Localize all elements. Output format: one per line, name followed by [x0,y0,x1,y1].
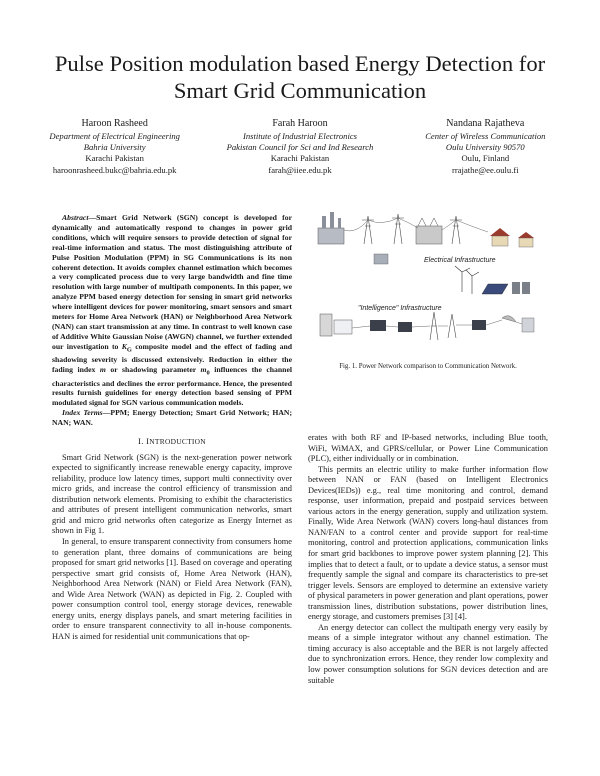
symbol-m0: m [200,365,207,375]
author-name: Farah Haroon [272,118,328,129]
wind-turbine-icon [455,266,479,294]
author-email: farah@iiee.edu.pk [268,164,332,175]
paragraph-3: This permits an electric utility to make further information flow between NAN or FAN (based on Intelligent Electronics Devices(IEDs)) e.g., real time monitoring and control, demand response, user information, prepaid and postpaid services between various actors in the energy generation, supply and utilization system. Finally, Wide Area Network (WAN) covers long-haul distances from NAN/FAN to a control center and provide support for real-time monitoring, control and protection applications, communication links for smart grid backbones to improve power system planning [2]. This implies that to detect a fault, or to update a device status, a sensor must frequently sample the signal and compare its characteristics to pre-set trigger levels. Sensors are employed to determine an extensive variety of physical parameters in power generation and plant operations, power transmission lines, distribution substations, power distribution lines, energy storage, and customers premises [3] [4]. [308,464,549,622]
substation-icon [416,218,442,244]
author-1 [22,117,207,176]
paragraph-4: An energy detector can collect the multipath energy very easily by means of a simple integrator without any channel estimation. The timing accuracy is also acceptable and the BER is not largely affected due to synchronization errors. Hence, they render low complexity and low power consumption solutions for SGN devices detection and are suitable [308,622,548,685]
author-affiliation-2: Pakistan Council for Sci and Ind Research [226,142,374,153]
section-heading: I. INTRODUCTION [138,436,206,447]
author-affiliation: Center of Wireless Communication [425,131,546,141]
paper-title: Pulse Position modulation based Energy Detection for Smart Grid Communication [54,51,546,103]
index-terms [52,408,292,428]
house-icon [490,228,534,247]
battery-icon [512,282,530,294]
solar-panel-icon [482,284,508,294]
left-column [52,213,292,642]
author-affiliation-2: Bahria University [83,142,146,153]
abstract-label: Abstract [62,213,89,222]
author-email: rrajathe@ee.oulu.fi [452,164,519,175]
author-location: Karachi Pakistan [270,153,330,164]
index-terms-text: —PPM; Energy Detection; Smart Grid Network; HAN; NAN; WAN. [52,408,293,428]
intro-paragraph-2: In general, to ensure transparent connectivity from consumers home to generation plant, three domains of communications are being proposed for smart grid networks [1]. Based on coverage and operating perspective smart grid consists of, Home Area Network (HAN), Neighborhood Area Network (NAN) or Field Area Network (FAN), and Wide Area Network (WAN) as depicted in Fig. 2. Coupled with power consumption control tool, energy storage devices, renewable energy units, energy displays panels, and smart metering facilities in order to ensure transparent connectivity to all in-house components. HAN is aimed for residential unit communications that op- [52,537,292,641]
symbol-k-sub: G [126,346,132,354]
abstract-text-4: influences the channel characteristics and declines the error performance. Hence, the presented results furnish guidelines for energy detection based sensing of PPM modulated signal for SGN various communication models. [52,365,292,408]
author-2 [207,117,392,176]
intelligence-infrastructure-label: "Intelligence" Infrastructure [358,305,442,312]
author-name: Haroon Rasheed [81,118,148,129]
abstract [52,213,292,408]
symbol-k: K [121,341,127,351]
symbol-m: m [99,365,106,375]
author-location: Karachi Pakistan [85,153,144,164]
figure-1-caption: Fig. 1. Power Network comparison to Communication Network. [339,363,517,370]
intro-paragraph-1: Smart Grid Network (SGN) is the next-generation power network expected to significantly increase renewable energy capacity, improve reliability, produce low latency times, support multi connectivity over micro grids, and increase the control efficiency of transmission and distribution network elements. Promising to exhibit the characteristics and attributes of present intelligent communication networks, smart grid and micro grid networks often categorize as Energy Internet as shown in Fig 1. [52,452,292,536]
author-name: Nandana Rajatheva [446,118,525,129]
abstract-text-2: composite model and the effect of fading and shadowing severity is discussed extensively. Reduction in either the fading index [52,341,293,375]
index-terms-label: Index Terms [62,408,103,418]
abstract-text: —Smart Grid Network (SGN) concept is developed for dynamically and automatically respond to changes in power grid conditions, which will require sensors to provide detection of signal for real-time information and status. The most distinguishing attribute of Pulse Position Modulation (PPM) in SG Communications is its non coherent detection. It avoids complex channel estimation which becomes a very complicated process due to very large bandwidth and fine time resolution with large number of multipath components. In this paper, we analyze PPM based energy detection for sensing in smart grid networks where intelligent devices for power monitoring, smart sensors and smart meters for Home Area Network (HAN) or Neighborhood Area Network (NAN) can start transmission at any time. In contrast to well known case of Additive White Gaussian Noise (AWGN) channel, we further extended our investigation to [52,213,292,351]
satellite-dish-icon [502,316,534,332]
author-affiliation: Institute of Industrial Electronics [242,131,357,141]
author-email: haroonrasheed.bukc@bahria.edu.pk [52,164,177,175]
symbol-m0-sub: 0 [206,369,210,377]
figure-1-diagram [312,208,546,358]
electrical-infrastructure-label: Electrical Infrastructure [424,257,496,264]
server-icon [320,314,352,336]
transmission-tower-icon [362,214,462,244]
abstract-text-3: or shadowing parameter [105,365,201,375]
factory-icon [374,254,388,264]
paragraph-continued: erates with both RF and IP-based networks, including Blue tooth, WiFi, WiMAX, and GPRS/cellular, or Power Line Communication (PLC), either individually or in combination. [308,433,548,464]
author-location: Oulu, Finland [461,153,510,164]
author-block [22,117,578,176]
power-plant-icon [318,212,344,244]
right-column [308,433,548,686]
author-affiliation-2: Oulu University 90570 [445,142,525,153]
author-affiliation: Department of Electrical Engineering [49,131,180,141]
author-3 [393,117,578,176]
